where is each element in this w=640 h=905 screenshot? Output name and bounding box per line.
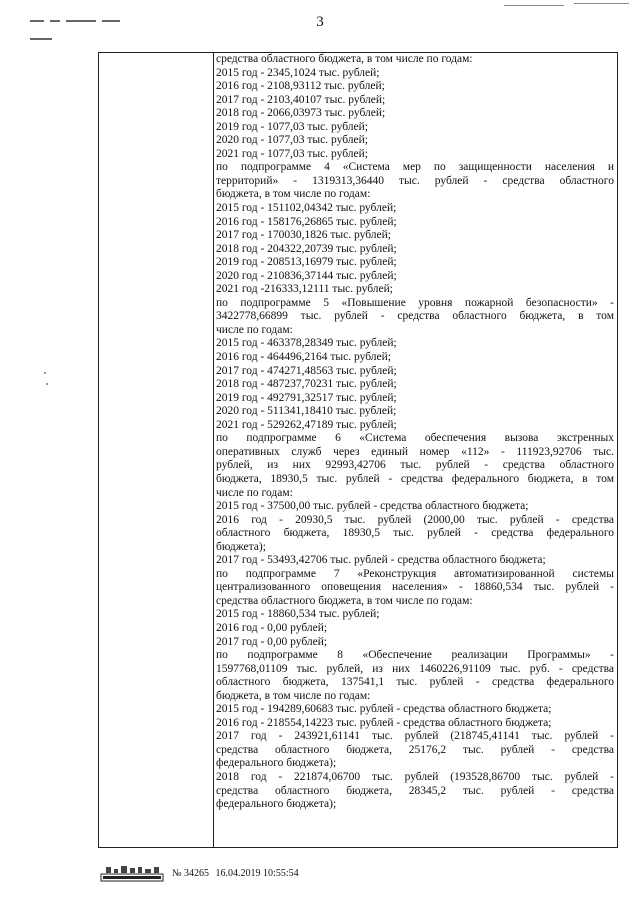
text-line: бюджета, в том числе по годам: [216,188,371,201]
text-line: 2020 год - 210836,37144 тыс. рублей; [216,269,397,282]
text-line: 2021 год - 1077,03 тыс. рублей; [216,147,368,160]
text-line: числе по годам: [216,323,293,336]
text-line: 2016 год - 2108,93112 тыс. рублей; [216,80,385,93]
text-line: 2021 год - 529262,47189 тыс. рублей; [216,418,397,431]
text-line: 2018 год - 204322,20739 тыс. рублей; [216,242,397,255]
text-line: 2016 год - 218554,14223 тыс. рублей - средства областного бюджета; [216,716,552,729]
text-line: 2015 год - 2345,1024 тыс. рублей; [216,66,380,79]
text-line: 2015 год - 151102,04342 тыс. рублей; [216,202,397,215]
text-line: бюджета, 18930,5 тыс. рублей - средства федерального бюджета, в том [216,472,614,485]
scan-speck [46,383,48,385]
text-line: 2016 год - 20930,5 тыс. рублей (2000,00 тыс. рублей - средства [216,513,614,526]
footer-registration [172,868,303,879]
text-line: 2017 год - 53493,42706 тыс. рублей - средства областного бюджета; [216,554,546,567]
text-line: средства областного бюджета, в том числе по годам: [216,53,473,65]
text-line: 2021 год -216333,12111 тыс. рублей; [216,283,393,296]
text-line: 2017 год - 474271,48563 тыс. рублей; [216,364,397,377]
text-line: 2015 год - 463378,28349 тыс. рублей; [216,337,397,350]
text-line: 2016 год - 464496,2164 тыс. рублей; [216,351,391,364]
text-line: по подпрограмме 7 «Реконструкция автоматизированной системы [216,567,614,580]
text-line: областного бюджета, 18930,5 тыс. рублей - средства федерального [216,527,614,540]
text-line: средства областного бюджета, 25176,2 тыс. рублей - средства [216,743,614,756]
budget-table [98,52,618,848]
text-line: 2018 год - 2066,03973 тыс. рублей; [216,107,386,120]
text-line: федерального бюджета); [216,798,337,811]
text-line: 2017 год - 2103,40107 тыс. рублей; [216,93,386,106]
text-line: 2019 год - 492791,32517 тыс. рублей; [216,391,397,404]
text-line: 2016 год - 0,00 рублей; [216,621,328,634]
text-line: 2015 год - 37500,00 тыс. рублей - средства областного бюджета; [216,500,529,513]
text-line: по подпрограмме 8 «Обеспечение реализации Программы» - [216,649,614,662]
text-line: 2017 год - 170030,1826 тыс. рублей; [216,229,391,242]
text-line: оперативных служб через единый номер «112» - 111923,92706 тыс. [216,445,614,458]
table-left-column [99,53,214,847]
text-line: 2018 год - 487237,70231 тыс. рублей; [216,378,397,391]
text-line: средства областного бюджета, 28345,2 тыс. рублей - средства [216,784,614,797]
text-line: 2019 год - 208513,16979 тыс. рублей; [216,256,397,269]
scan-speck [44,372,46,374]
footer-doc-number: № 34265 [172,868,210,879]
document-footer [100,864,520,884]
text-line: 2016 год - 158176,26865 тыс. рублей; [216,215,397,228]
text-line: 2020 год - 1077,03 тыс. рублей; [216,134,368,147]
text-line: числе по годам: [216,486,293,499]
text-line: областного бюджета, 137541,1 тыс. рублей - средства федерального [216,676,614,689]
text-line: федерального бюджета); [216,757,337,770]
text-line: 2019 год - 1077,03 тыс. рублей; [216,120,368,133]
text-line: средства областного бюджета, в том числе по годам: [216,594,473,607]
text-line: 2015 год - 194289,60683 тыс. рублей - средства областного бюджета; [216,703,552,716]
page-number: 3 [316,14,324,30]
text-line: 2017 год - 0,00 рублей; [216,635,328,648]
text-line: 1597768,01109 тыс. рублей, из них 1460226,91109 тыс. руб. - средства [216,662,614,675]
footer-datetime: 16.04.2019 10:55:54 [215,868,299,879]
scan-artifact-top-right [504,2,634,8]
table-text-column [214,53,617,847]
text-line: по подпрограмме 4 «Система мер по защищенности населения и [216,161,614,174]
registry-stamp-logo [100,864,164,882]
text-line: территорий» - 1319313,36440 тыс. рублей - средства областного [216,174,614,187]
text-line: 2017 год - 243921,61141 тыс. рублей (218745,41141 тыс. рублей - [216,730,614,743]
text-line: по подпрограмме 6 «Система обеспечения вызова экстренных [216,432,614,445]
text-line: 3422778,66899 тыс. рублей - средства областного бюджета, в том [216,310,614,323]
text-line: 2018 год - 221874,06700 тыс. рублей (193528,86700 тыс. рублей - [216,770,614,783]
text-line: централизованного оповещения населения» - 18860,534 тыс. рублей - [216,581,614,594]
text-line: 2020 год - 511341,18410 тыс. рублей; [216,405,397,418]
text-line: по подпрограмме 5 «Повышение уровня пожарной безопасности» - [216,296,614,309]
text-line: 2015 год - 18860,534 тыс. рублей; [216,608,380,621]
text-line: бюджета); [216,540,266,553]
text-line: бюджета, в том числе по годам: [216,689,371,702]
text-line: рублей, из них 92993,42706 тыс. рублей - средства областного [216,459,614,472]
